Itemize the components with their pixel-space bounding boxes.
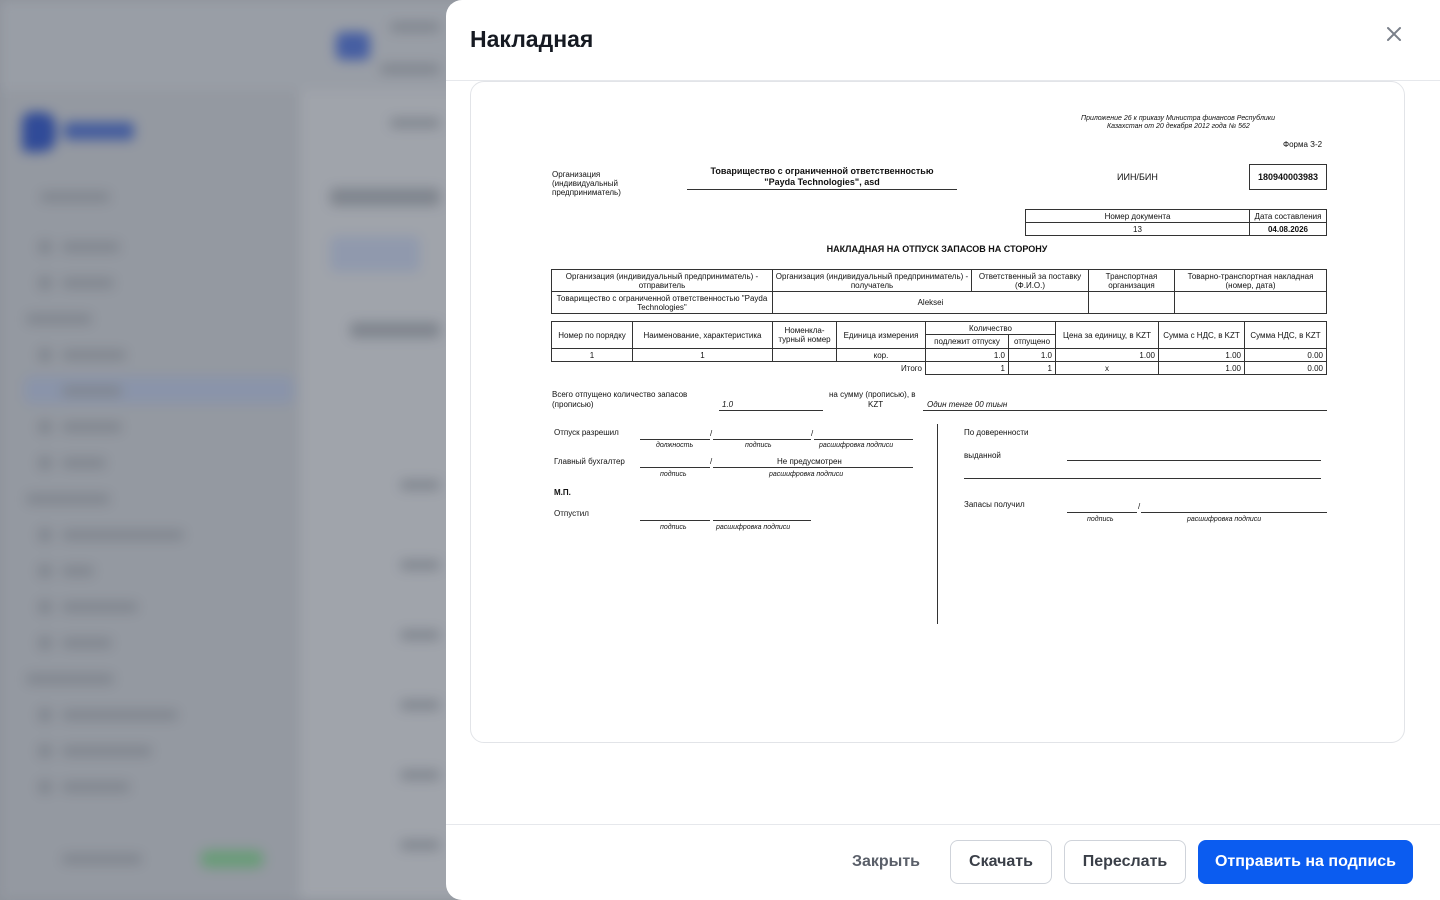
signature-decoding-caption: расшифровка подписи xyxy=(1187,516,1262,523)
received-by-label: Запасы получил xyxy=(964,500,1025,509)
total-sum-vat: 1.00 xyxy=(1158,361,1245,375)
iin-bin-value: 180940003983 xyxy=(1249,164,1327,190)
doc-date-header: Дата составления xyxy=(1249,209,1327,223)
item-nomenclature xyxy=(772,348,837,362)
close-icon[interactable] xyxy=(1382,22,1406,46)
power-of-attorney-label: По доверенности xyxy=(964,428,1029,437)
qty-label: Всего отпущено количество запасов xyxy=(552,390,688,399)
items-header-sum-vat: Сумма с НДС, в KZT xyxy=(1158,321,1245,349)
qty-label: (прописью) xyxy=(552,400,594,409)
total-released: 1 xyxy=(1008,361,1056,375)
org-name: "Payda Technologies", asd xyxy=(764,177,880,187)
underline xyxy=(1141,512,1327,513)
org-label: Организация (индивидуальный предприниматель) xyxy=(552,170,621,197)
items-header-nomenclature: Номенкла-турный номер xyxy=(772,321,837,349)
signature-caption: подпись xyxy=(745,442,772,449)
appendix-text: Приложение 26 к приказу Министра финансов Республики xyxy=(1081,115,1275,122)
item-name: 1 xyxy=(632,348,773,362)
modal-title: Накладная xyxy=(470,26,594,52)
forward-button[interactable]: Переслать xyxy=(1064,840,1186,884)
underline xyxy=(1067,460,1321,461)
signature-caption: подпись xyxy=(660,524,687,531)
invoice-document xyxy=(471,82,1404,742)
form-number: Форма З-2 xyxy=(1283,140,1323,149)
item-price: 1.00 xyxy=(1055,348,1159,362)
underline xyxy=(719,410,823,411)
document-preview[interactable] xyxy=(470,81,1405,743)
parties-header-transport: Транспортная организация xyxy=(1088,269,1175,292)
qty-value: 1.0 xyxy=(722,400,734,409)
parties-waybill xyxy=(1174,291,1327,314)
chief-accountant-label: Главный бухгалтер xyxy=(554,457,625,466)
underline xyxy=(814,439,913,440)
doc-number: 13 xyxy=(1025,222,1250,236)
items-header-num: Номер по порядку xyxy=(551,321,633,349)
underline xyxy=(923,410,1327,411)
items-header-unit: Единица измерения xyxy=(836,321,926,349)
items-header-price: Цена за единицу, в KZT xyxy=(1055,321,1159,349)
sum-value: Один тенге 00 тиын xyxy=(927,400,1008,409)
total-label: Итого xyxy=(901,364,922,373)
slash: / xyxy=(811,429,814,438)
footer-divider xyxy=(446,824,1440,825)
signature-caption: подпись xyxy=(1087,516,1114,523)
send-for-signature-button[interactable]: Отправить на подпись xyxy=(1198,840,1413,884)
slash: / xyxy=(1138,502,1141,511)
items-header-name: Наименование, характеристика xyxy=(632,321,773,349)
signature-decoding-caption: расшифровка подписи xyxy=(769,471,844,478)
underline xyxy=(640,520,710,521)
items-header-quantity: Количество xyxy=(925,321,1056,335)
appendix-text: Казахстан от 20 декабря 2012 года № 562 xyxy=(1107,123,1250,130)
parties-header-responsible: Ответственный за поставку (Ф.И.О.) xyxy=(971,269,1089,292)
item-released: 1.0 xyxy=(1008,348,1056,362)
signature-decoding-caption: расшифровка подписи xyxy=(716,524,791,531)
sum-label: KZT xyxy=(868,400,884,409)
underline xyxy=(640,439,710,440)
close-button[interactable]: Закрыть xyxy=(846,840,926,884)
item-num: 1 xyxy=(551,348,633,362)
underline xyxy=(640,467,710,468)
underline xyxy=(687,189,957,190)
parties-receiver: Aleksei xyxy=(772,291,1089,314)
issued-label: выданной xyxy=(964,451,1001,460)
items-header-to-release: подлежит отпуску xyxy=(925,334,1009,349)
released-by-label: Отпустил xyxy=(554,509,589,518)
total-price: x xyxy=(1055,361,1159,375)
item-sum-vat: 1.00 xyxy=(1158,348,1245,362)
iin-bin-label: ИИН/БИН xyxy=(1117,172,1158,182)
underline xyxy=(713,439,811,440)
items-header-released: отпущено xyxy=(1008,334,1056,349)
stamp-label: М.П. xyxy=(554,488,571,497)
total-vat-sum: 0.00 xyxy=(1244,361,1327,375)
invoice-modal xyxy=(446,0,1440,900)
total-to-release: 1 xyxy=(925,361,1009,375)
item-to-release: 1.0 xyxy=(925,348,1009,362)
org-name: Товарищество с ограниченной ответственностью xyxy=(710,166,934,176)
slash: / xyxy=(710,429,713,438)
underline xyxy=(713,467,913,468)
download-button[interactable]: Скачать xyxy=(950,840,1052,884)
items-header-vat-sum: Сумма НДС, в KZT xyxy=(1244,321,1327,349)
item-unit: кор. xyxy=(836,348,926,362)
parties-header-receiver: Организация (индивидуальный предприниматель) - получатель xyxy=(772,269,972,292)
parties-header-waybill: Товарно-транспортная накладная (номер, дата) xyxy=(1174,269,1327,292)
doc-date: 04.08.2026 xyxy=(1249,222,1327,236)
slash: / xyxy=(710,457,713,466)
underline xyxy=(964,478,1321,479)
position-caption: должность xyxy=(656,442,694,449)
sum-label: на сумму (прописью), в xyxy=(829,390,916,399)
signature-divider xyxy=(937,424,938,624)
parties-transport xyxy=(1088,291,1175,314)
document-title: НАКЛАДНАЯ НА ОТПУСК ЗАПАСОВ НА СТОРОНУ xyxy=(826,244,1048,254)
underline xyxy=(1067,512,1137,513)
signature-caption: подпись xyxy=(660,471,687,478)
not-provided: Не предусмотрен xyxy=(777,457,842,466)
parties-sender: Товарищество с ограниченной ответственностью "Payda Technologies" xyxy=(551,291,773,314)
signature-decoding-caption: расшифровка подписи xyxy=(819,442,894,449)
item-vat-sum: 0.00 xyxy=(1244,348,1327,362)
doc-number-header: Номер документа xyxy=(1025,209,1250,223)
parties-header-sender: Организация (индивидуальный предприниматель) - отправитель xyxy=(551,269,773,292)
release-permit-label: Отпуск разрешил xyxy=(554,428,619,437)
underline xyxy=(713,520,811,521)
